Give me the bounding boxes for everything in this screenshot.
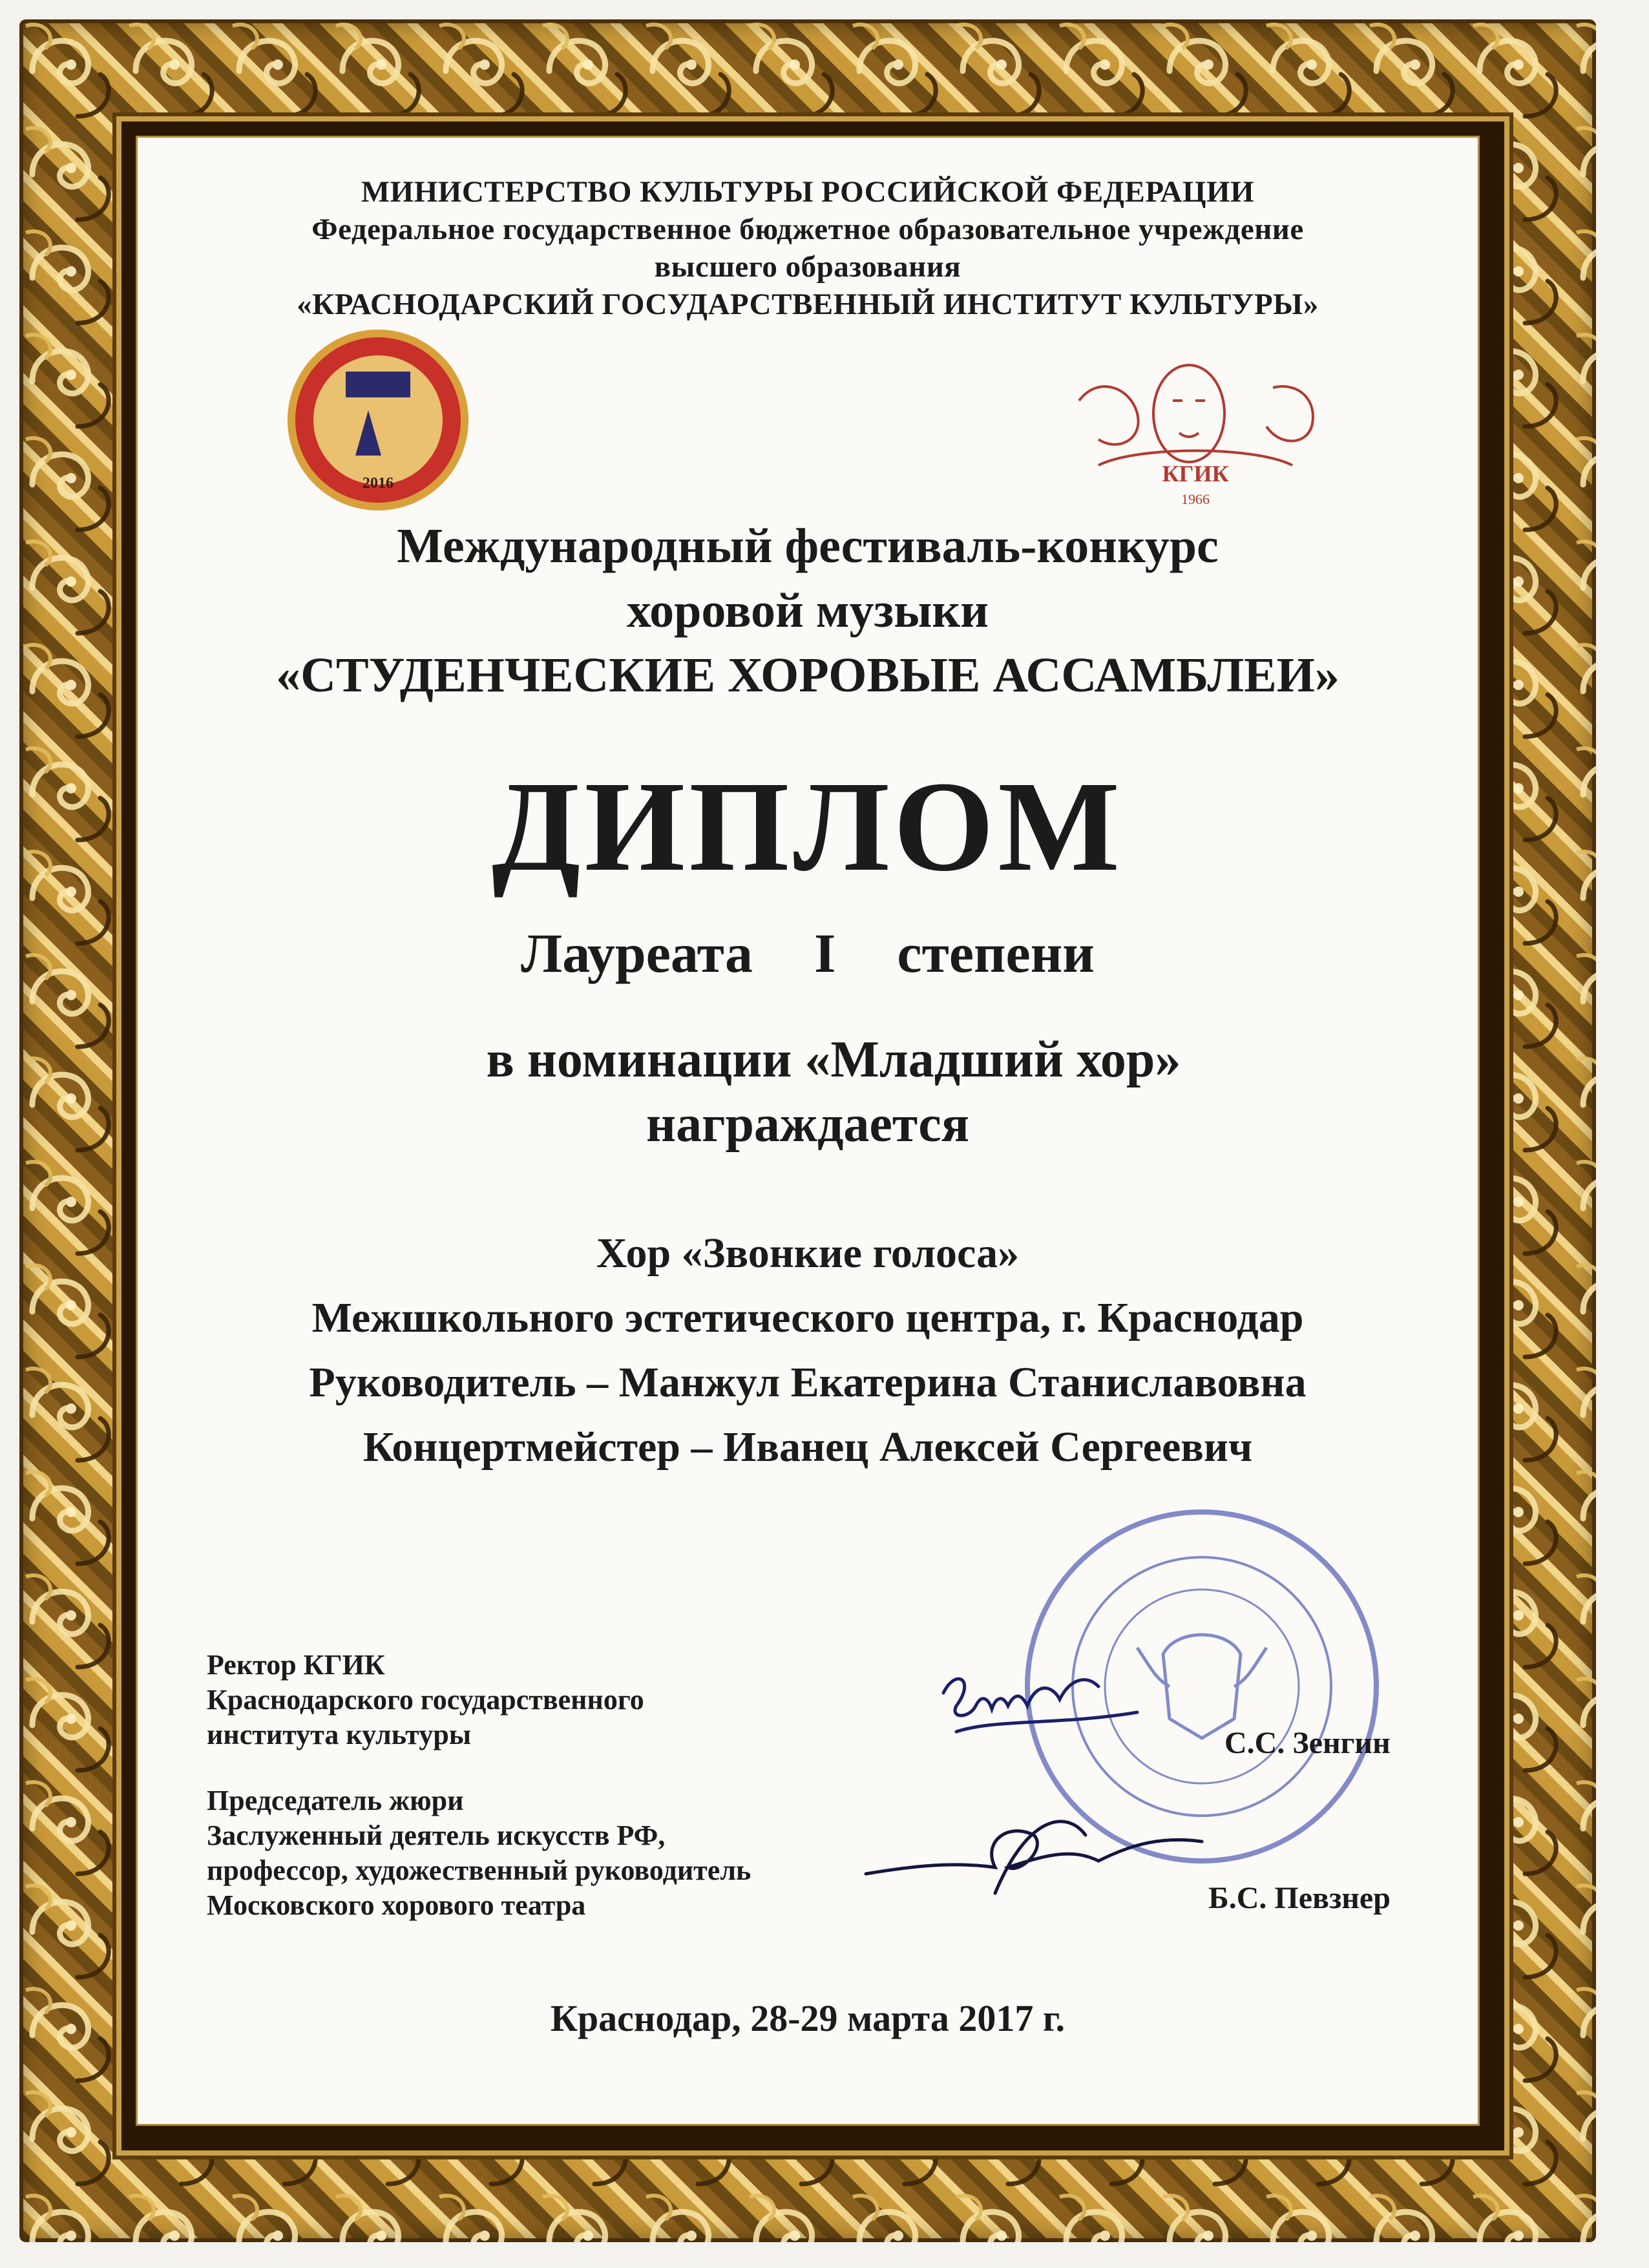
jury-signature	[853, 1796, 1215, 1906]
kgik-year: 1966	[1181, 491, 1210, 507]
ministry-header	[136, 173, 1480, 323]
rector-signature	[930, 1654, 1163, 1758]
diploma-title: ДИПЛОМ	[491, 755, 1124, 898]
jury-name: Б.С. Певзнер	[1208, 1881, 1391, 1915]
awarded-text: награждается	[646, 1096, 969, 1153]
rector-name: С.С. Зенгин	[1224, 1726, 1391, 1760]
recipient-block	[136, 1221, 1480, 1480]
jury-line-3: профессор, художественный руководитель	[207, 1854, 751, 1886]
place-and-date: Краснодар, 28-29 марта 2017 г.	[550, 1997, 1066, 2039]
kgik-theatre-masks-icon	[1060, 349, 1331, 517]
header-line-3: высшего образования	[654, 250, 961, 284]
rector-line-1: Ректор КГИК	[207, 1649, 385, 1681]
header-line-2: Федеральное государственное бюджетное образовательное учреждение	[311, 213, 1304, 246]
festival-title	[136, 514, 1480, 708]
accompanist-name: Концертмейстер – Иванец Алексей Сергеевич	[362, 1423, 1253, 1471]
rector-line-2: Краснодарского государственного	[207, 1684, 644, 1716]
leader-name: Руководитель – Манжул Екатерина Станиславовна	[309, 1359, 1307, 1406]
jury-line-4: Московского хорового театра	[207, 1889, 586, 1921]
kgik-label: КГИК	[1162, 461, 1229, 487]
jury-line-1: Председатель жюри	[207, 1785, 464, 1816]
choir-name: Хор «Звонкие голоса»	[596, 1230, 1020, 1277]
rector-block	[207, 1648, 982, 1752]
school-name: Межшкольного эстетического центра, г. Краснодар	[311, 1294, 1304, 1341]
festival-line-1: Международный фестиваль-конкурс	[397, 519, 1219, 573]
nomination: в номинации «Младший хор»	[486, 1031, 1181, 1088]
medal-year: 2016	[362, 475, 394, 492]
jury-line-2: Заслуженный деятель искусств РФ,	[207, 1820, 666, 1851]
header-line-4: «КРАСНОДАРСКИЙ ГОСУДАРСТВЕННЫЙ ИНСТИТУТ КУЛЬТУРЫ»	[297, 288, 1319, 321]
laureate-degree: Лауреата I степени	[521, 922, 1095, 984]
festival-medal-icon	[284, 326, 472, 514]
rector-line-3: института культуры	[207, 1719, 472, 1750]
festival-line-3: «СТУДЕНЧЕСКИЕ ХОРОВЫЕ АССАМБЛЕИ»	[276, 648, 1339, 702]
header-line-1: МИНИСТЕРСТВО КУЛЬТУРЫ РОССИЙСКОЙ ФЕДЕРАЦИИ	[361, 175, 1255, 209]
festival-line-2: хоровой музыки	[626, 583, 989, 638]
